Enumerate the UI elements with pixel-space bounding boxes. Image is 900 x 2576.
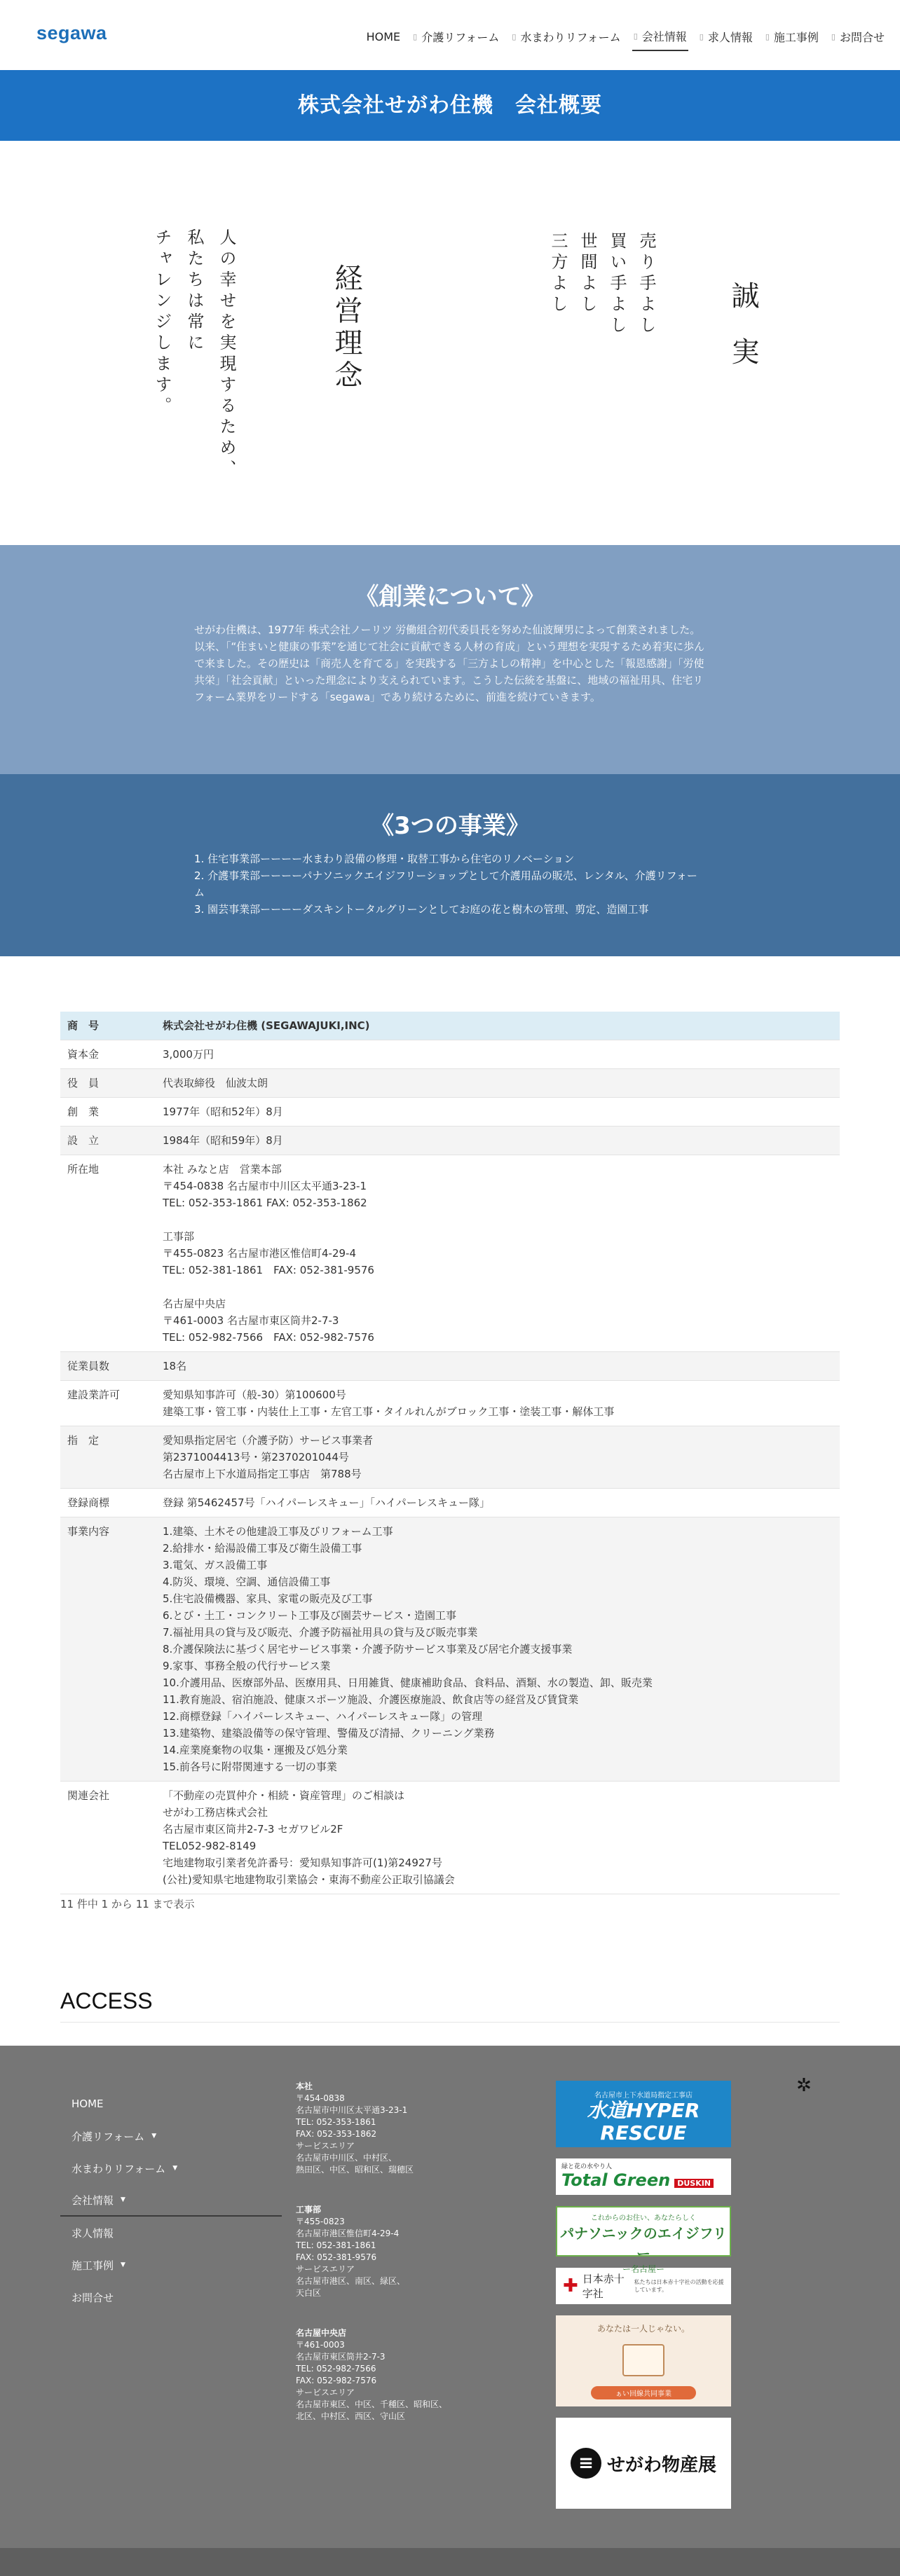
value-line: 宅地建物取引業者免許番号：愛知県知事許可(1)第24927号 <box>163 1857 442 1869</box>
business-title: 《3つの事業》 <box>370 812 530 840</box>
table-label: 所在地 <box>60 1155 156 1352</box>
footer-nav-label: 求人情報 <box>71 2226 114 2240</box>
hyper-rescue-banner[interactable] <box>556 2081 731 2147</box>
business-item: 2. 介護事業部ーーーーパナソニックエイジフリーショップとして介護用品の販売、レンタル、介護リフォーム <box>194 869 697 899</box>
address-line: FAX: 052-982-7576 <box>296 2376 377 2385</box>
table-label: 従業員数 <box>60 1352 156 1381</box>
table-value <box>156 1352 840 1381</box>
page-title: 株式会社せがわ住機 会社概要 <box>0 70 900 141</box>
table-label: 登録商標 <box>60 1489 156 1517</box>
footer-nav-item[interactable] <box>60 2217 282 2249</box>
access-heading: ACCESS <box>60 1988 153 2013</box>
founding-title: 《創業について》 <box>355 583 545 611</box>
value-line: 本社 みなと店 営業本部 <box>163 1163 282 1176</box>
bussan-logo-icon: ≡ <box>571 2448 601 2479</box>
footer-nav <box>60 2088 282 2313</box>
value-line: 愛知県知事許可（般-30）第100600号 <box>163 1389 346 1401</box>
address-line: 〒461-0003 <box>296 2340 345 2350</box>
business-item: 3. 園芸事業部ーーーーダスキントータルグリーンとしてお庭の花と樹木の管理、剪定、造園工事 <box>194 903 649 916</box>
nav-label: 介護リフォーム <box>421 31 500 44</box>
footer-nav-item[interactable] <box>60 2088 282 2120</box>
caret-down-icon: ▼ <box>121 2261 125 2268</box>
value-line: 「不動産の売買仲介・相続・資産管理」のご相談は <box>163 1789 405 1802</box>
value-line: 18名 <box>163 1360 187 1372</box>
footer-nav-item[interactable] <box>60 2152 282 2184</box>
value-line: 2.給排水・給湯設備工事及び衛生設備工事 <box>163 1542 362 1555</box>
nav-item-water-reform[interactable] <box>510 27 622 50</box>
value-line: 5.住宅設備機器、家具、家電の販売及び工事 <box>163 1592 373 1605</box>
nav-label: HOME <box>366 30 401 43</box>
table-count-info: 11 件中 1 から 11 まで表示 <box>60 1898 195 1910</box>
philosophy-section <box>0 141 900 545</box>
nav-separator-icon: ▯ <box>765 32 770 41</box>
value-line: 名古屋市東区筒井2-7-3 セガワビル2F <box>163 1823 343 1835</box>
table-value <box>156 1069 840 1098</box>
address-line: 名古屋市東区、中区、千種区、昭和区、 <box>296 2399 448 2409</box>
address-line: TEL: 052-982-7566 <box>296 2364 376 2374</box>
footer-banners <box>556 2081 731 2520</box>
value-line: 登録 第5462457号「ハイパーレスキュー」「ハイパーレスキュー隊」 <box>163 1496 490 1509</box>
table-row <box>60 1069 840 1098</box>
main-nav <box>355 27 886 51</box>
footer-addresses <box>296 2081 450 2451</box>
table-label: 関連会社 <box>60 1782 156 1894</box>
nav-label: 会社情報 <box>641 30 687 43</box>
nav-separator-icon: ▯ <box>633 32 638 41</box>
value-line: 〒454-0838 名古屋市中川区太平通3-23-1 <box>163 1180 367 1192</box>
banner-caption: これからのお住い、あなたらしく <box>591 2215 696 2222</box>
value-line: 7.福祉用具の貸与及び販売、介護予防福祉用具の貸与及び販売事業 <box>163 1626 478 1639</box>
banner-title: 水道HYPER <box>587 2099 700 2122</box>
address-line: FAX: 052-381-9576 <box>296 2252 377 2262</box>
table-value <box>156 1517 840 1782</box>
address-name: 名古屋中央店 <box>296 2328 347 2338</box>
caret-down-icon: ▼ <box>121 2196 125 2203</box>
table-value <box>156 1381 840 1426</box>
value-line: 名古屋中央店 <box>163 1297 226 1310</box>
caret-down-icon: ▼ <box>172 2165 178 2172</box>
value-line: 〒455-0823 名古屋市港区惟信町4-29-4 <box>163 1247 356 1260</box>
address-line: 〒455-0823 <box>296 2217 345 2226</box>
address-line: 名古屋市中川区、中村区、 <box>296 2153 397 2163</box>
footer-nav-item[interactable] <box>60 2249 282 2281</box>
message-line: チャレンジします。 <box>152 228 172 418</box>
table-row <box>60 1127 840 1155</box>
table-row <box>60 1426 840 1489</box>
address-line: TEL: 052-381-1861 <box>296 2240 376 2250</box>
table-row <box>60 1489 840 1517</box>
table-value <box>156 1426 840 1489</box>
value-line: TEL: 052-353-1861 FAX: 052-353-1862 <box>163 1197 367 1209</box>
footer-nav-label: HOME <box>71 2098 104 2110</box>
divider <box>60 2022 840 2023</box>
settings-gear-icon[interactable]: ✲ <box>796 2075 812 2096</box>
banner-caption: 名古屋市上下水道局指定工事店 <box>594 2092 693 2100</box>
footer-nav-item[interactable] <box>60 2184 282 2217</box>
nav-item-works[interactable] <box>764 27 820 50</box>
nav-item-company[interactable] <box>632 27 688 51</box>
total-green-banner[interactable] <box>556 2158 731 2195</box>
address-line: 熱田区、中区、昭和区、瑞穂区 <box>296 2165 414 2175</box>
value-line: 12.商標登録「ハイパーレスキュー、ハイパーレスキュー隊」の管理 <box>163 1710 483 1723</box>
nav-item-contact[interactable] <box>830 27 886 50</box>
table-value <box>156 1489 840 1517</box>
banner-title: あなたは一人じゃない。 <box>596 2324 690 2334</box>
address-line: 名古屋市東区筒井2-7-3 <box>296 2352 386 2362</box>
table-label: 商 号 <box>60 1012 156 1040</box>
table-label: 設 立 <box>60 1127 156 1155</box>
value-line: 建築工事・管工事・内装仕上工事・左官工事・タイルれんがブロック工事・塗装工事・解体工事 <box>163 1405 615 1418</box>
footer-nav-label: 水まわりリフォーム <box>71 2162 166 2175</box>
value-line: 第2371004413号・第2370201044号 <box>163 1451 349 1463</box>
banner-title: Total Green <box>561 2170 671 2190</box>
table-value <box>156 1155 840 1352</box>
value-line: せがわ工務店株式会社 <box>163 1806 268 1819</box>
value-line: 15.前各号に附帯関連する一切の事業 <box>163 1761 337 1773</box>
table-row <box>60 1381 840 1426</box>
table-label: 資本金 <box>60 1040 156 1069</box>
nav-item-recruit[interactable] <box>698 27 754 50</box>
table-value <box>156 1782 840 1894</box>
banner-title: RESCUE <box>600 2121 687 2144</box>
nav-label: 施工事例 <box>773 31 819 44</box>
sanpo-line: 買い手よし <box>607 232 627 337</box>
table-label: 事業内容 <box>60 1517 156 1782</box>
company-info-table <box>60 1012 840 1894</box>
sanpo-motto <box>543 232 661 337</box>
table-label: 役 員 <box>60 1069 156 1098</box>
banner-caption: 私たちは日本赤十字社の活動を応援しています。 <box>634 2279 724 2293</box>
red-cross-icon: ✚ <box>563 2275 578 2296</box>
value-line: TEL: 052-381-1861 FAX: 052-381-9576 <box>163 1264 374 1276</box>
banner-title: パナソニックのエイジフリー <box>560 2225 727 2262</box>
founding-section <box>0 545 900 774</box>
panasonic-agefree-banner[interactable] <box>556 2206 731 2274</box>
nav-item-care-reform[interactable] <box>411 27 500 50</box>
value-line: 1977年（昭和52年）8月 <box>163 1106 283 1118</box>
caret-down-icon: ▼ <box>151 2133 157 2140</box>
value-line: (公社)愛知県宅地建物取引業協会・東海不動産公正取引協議会 <box>163 1873 455 1886</box>
address-block <box>296 2081 450 2176</box>
value-line: 代表取締役 仙波太朗 <box>163 1077 268 1089</box>
philosophy-heading: 経営理念 <box>330 263 362 392</box>
business-section <box>0 774 900 956</box>
banner-caption: ぁい回線共同事業 <box>591 2386 696 2399</box>
address-line: 名古屋市港区惟信町4-29-4 <box>296 2229 400 2238</box>
table-value <box>156 1098 840 1127</box>
value-line: 9.家事、事務全般の代行サービス業 <box>163 1660 331 1672</box>
address-line: 北区、中村区、西区、守山区 <box>296 2411 406 2421</box>
sanpo-line: 三方よし <box>548 232 568 316</box>
nav-label: お問合せ <box>839 31 885 44</box>
segawa-bussan-banner[interactable] <box>556 2418 731 2509</box>
value-line: 10.介護用品、医療部外品、医療用具、日用雑貨、健康補助食品、食料品、酒類、水の製造、卸、販売業 <box>163 1676 653 1689</box>
table-value: 株式会社せがわ住機 (SEGAWAJUKI,INC) <box>156 1012 840 1040</box>
table-header-row <box>60 1012 840 1040</box>
philosophy-message <box>146 228 243 481</box>
value-line <box>163 1279 833 1295</box>
address-line: TEL: 052-353-1861 <box>296 2117 376 2127</box>
business-item: 1. 住宅事業部ーーーー水まわり設備の修理・取替工事から住宅のリノベーション <box>194 853 575 865</box>
value-line: TEL052-982-8149 <box>163 1840 257 1852</box>
site-header <box>0 0 900 70</box>
footer-nav-label: 介護リフォーム <box>71 2130 145 2143</box>
address-line: FAX: 052-353-1862 <box>296 2129 377 2139</box>
founding-body: せがわ住機は、1977年 株式会社ノーリツ 労働組合初代委員長を努めた仙波輝男によって創業されました。以来、「“住まいと健康の事業”を通じて社会に貢献できる人材の育成」という理想を実現するため着実に歩んで来ました。その歴史は「商売人を育てる」を実践する「三方よしの精神」を中心とした「報恩感謝」「労使共栄」「社会貢献」といった理念により支えられています。こうした伝統を基盤に、地域の福祉用具、住宅リフォーム業界をリードする「segawa」であり続けるために、前進を続けていきます。 <box>194 624 705 703</box>
value-line: 1984年（昭和59年）8月 <box>163 1134 283 1147</box>
site-footer <box>0 2046 900 2576</box>
address-name: 工事部 <box>296 2205 322 2215</box>
address-line: 天白区 <box>296 2288 322 2298</box>
address-line: 名古屋市中川区太平通3-23-1 <box>296 2105 408 2115</box>
value-line: 13.建築物、建築設備等の保守管理、警備及び清掃、クリーニング業務 <box>163 1727 495 1740</box>
footer-bottom-bar <box>0 2548 900 2576</box>
footer-nav-label: お問合せ <box>71 2291 114 2304</box>
business-list <box>194 850 706 918</box>
table-row <box>60 1782 840 1894</box>
sanpo-line: 世間よし <box>578 232 597 316</box>
address-name: 本社 <box>296 2081 313 2091</box>
nav-separator-icon: ▯ <box>512 32 517 41</box>
sanpo-line: 売り手よし <box>636 232 656 337</box>
value-line: 3,000万円 <box>163 1048 214 1061</box>
value-line: 工事部 <box>163 1230 195 1243</box>
sincerity-heading: 誠実 <box>727 281 759 393</box>
nav-separator-icon: ▯ <box>831 32 836 41</box>
address-block <box>296 2204 450 2299</box>
value-line: TEL: 052-982-7566 FAX: 052-982-7576 <box>163 1331 374 1344</box>
site-logo[interactable]: segawa <box>36 22 107 43</box>
banner-caption: 緑と花の水やり人 <box>561 2163 613 2170</box>
value-line: 11.教育施設、宿泊施設、健康スポーツ施設、介護医療施設、飲食店等の経営及び賃貸業 <box>163 1693 579 1706</box>
table-row <box>60 1098 840 1127</box>
nav-item-home[interactable] <box>365 29 402 49</box>
value-line: 8.介護保険法に基づく居宅サービス事業・介護予防サービス事業及び居宅介護支援事業 <box>163 1643 573 1655</box>
footer-nav-item[interactable] <box>60 2281 282 2313</box>
table-label: 指 定 <box>60 1426 156 1489</box>
address-block <box>296 2327 450 2423</box>
footer-nav-label: 施工事例 <box>71 2259 114 2272</box>
address-line: サービスエリア <box>296 2388 355 2397</box>
table-label: 創 業 <box>60 1098 156 1127</box>
nav-label: 水まわりリフォーム <box>520 31 621 44</box>
table-row <box>60 1040 840 1069</box>
address-line: サービスエリア <box>296 2264 355 2274</box>
address-line: 〒454-0838 <box>296 2093 345 2103</box>
address-line: サービスエリア <box>296 2141 355 2151</box>
house-illustration-icon <box>622 2344 664 2376</box>
value-line: 14.産業廃棄物の収集・運搬及び処分業 <box>163 1744 348 1756</box>
support-banner[interactable] <box>556 2315 731 2406</box>
nav-separator-icon: ▯ <box>699 32 704 41</box>
value-line: 6.とび・土工・コンクリート工事及び園芸サービス・造園工事 <box>163 1609 457 1622</box>
table-value <box>156 1127 840 1155</box>
banner-title: 日本赤十字社 <box>582 2273 625 2300</box>
table-row <box>60 1155 840 1352</box>
banner-subtitle: ー名古屋ー <box>622 2264 664 2274</box>
table-row <box>60 1517 840 1782</box>
value-line: 4.防災、環境、空調、通信設備工事 <box>163 1576 331 1588</box>
value-line <box>163 1211 833 1228</box>
value-line: 〒461-0003 名古屋市東区筒井2-7-3 <box>163 1314 339 1327</box>
banner-title: せがわ物産展 <box>606 2454 716 2476</box>
value-line: 名古屋市上下水道局指定工事店 第788号 <box>163 1468 362 1480</box>
message-line: 私たちは常に <box>184 228 204 354</box>
message-line: 人の幸せを実現するため、 <box>217 228 236 481</box>
table-value <box>156 1040 840 1069</box>
value-line: 3.電気、ガス設備工事 <box>163 1559 268 1571</box>
duskin-logo: DUSKIN <box>674 2179 714 2188</box>
footer-nav-label: 会社情報 <box>71 2193 114 2207</box>
nav-label: 求人情報 <box>707 31 753 44</box>
footer-nav-item[interactable] <box>60 2120 282 2152</box>
value-line: 1.建築、土木その他建設工事及びリフォーム工事 <box>163 1525 393 1538</box>
table-label: 建設業許可 <box>60 1381 156 1426</box>
value-line: 愛知県指定居宅（介護予防）サービス事業者 <box>163 1434 374 1447</box>
address-line: 名古屋市港区、南区、緑区、 <box>296 2276 406 2286</box>
nav-separator-icon: ▯ <box>413 32 418 41</box>
table-row <box>60 1352 840 1381</box>
